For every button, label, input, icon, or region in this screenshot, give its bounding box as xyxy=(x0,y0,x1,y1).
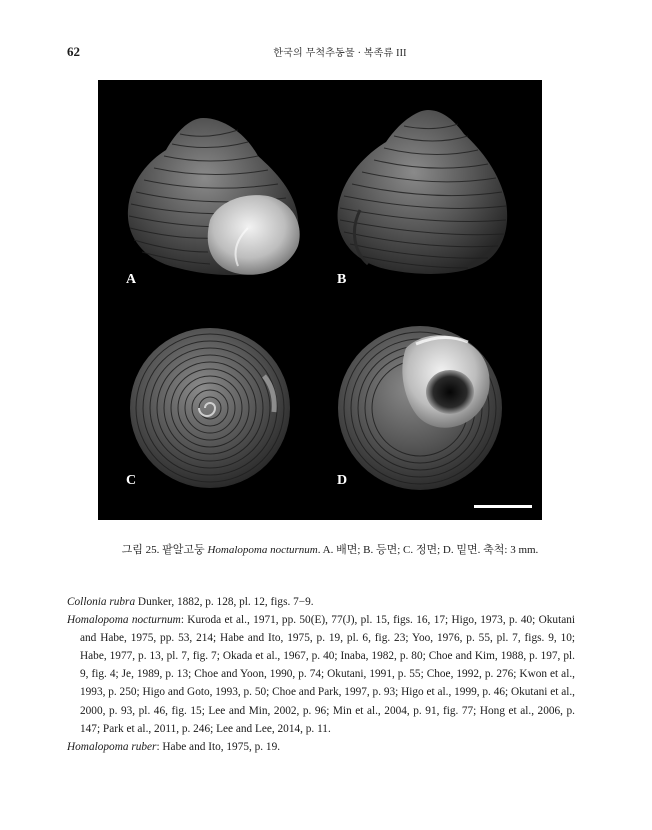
scale-bar xyxy=(474,505,532,508)
shell-photographs xyxy=(98,80,542,520)
page-number: 62 xyxy=(67,44,80,59)
citation-text: : Kuroda et al., 1971, pp. 50(E), 77(J), pl. 15, figs. 16, 17; Higo, 1973, p. 40; Okutani and Habe, 1975, pp. 53, 214; Habe and Ito, 1975, p. 19, pl. 6, fig. 23; Yoo, 1976, p. 55, pl. 7, figs. 9, 10; Habe, 1977, p. 13, pl. 7, fig. 7; Okada et al., 1967, p. 40; Inaba, 1982, p. 80; Choe and Kim, 1988, p. 197, pl. 9, fig. 4; Je, 1989, p. 13; Choe and Yoon, 1990, p. 74; Okutani, 1991, p. 55; Choe, 1992, p. 276; Kwon et al., 1993, p. 250; Higo and Goto, 1993, p. 50; Choe and Park, 1997, p. 93; Higo et al., 1999, p. 46; Okutani et al., 2000, p. 93, pl. 46, fig. 15; Lee and Min, 2002, p. 96; Min et al., 2004, p. 91, fig. 77; Hong et al., 2006, p. 147; Park et al., 2011, p. 246; Lee and Lee, 2014, p. 11. xyxy=(80,614,576,735)
figure-plate xyxy=(98,80,542,520)
citation-text: Dunker, 1882, p. 128, pl. 12, figs. 7−9. xyxy=(135,596,314,608)
panel-label-c: C xyxy=(126,473,137,488)
caption-species: Homalopoma nocturnum xyxy=(207,544,318,556)
caption-prefix: 그림 25. 팥알고둥 xyxy=(121,544,208,556)
panel-label-b: B xyxy=(337,272,347,287)
shell-panel-d xyxy=(338,326,502,490)
synonymy-entry xyxy=(67,611,575,738)
taxon-name: Homalopoma nocturnum xyxy=(67,614,181,627)
synonymy-entry xyxy=(67,593,575,611)
shell-panel-b xyxy=(338,110,508,274)
figure-caption xyxy=(80,541,580,557)
running-head: 한국의 무척추동물 · 복족류 III xyxy=(273,48,407,59)
synonymy-entry xyxy=(67,738,575,756)
taxon-name: Collonia rubra xyxy=(67,596,136,608)
caption-suffix: . A. 배면; B. 등면; C. 정면; D. 밑면. 축척: 3 mm. xyxy=(317,544,539,556)
panel-label-a: A xyxy=(126,272,137,287)
panel-label-d: D xyxy=(337,473,348,488)
shell-panel-a xyxy=(128,118,300,275)
shell-panel-c xyxy=(130,328,290,488)
synonymy-list xyxy=(67,593,575,756)
citation-text: : Habe and Ito, 1975, p. 19. xyxy=(156,740,281,753)
taxon-name: Homalopoma ruber xyxy=(67,740,157,753)
